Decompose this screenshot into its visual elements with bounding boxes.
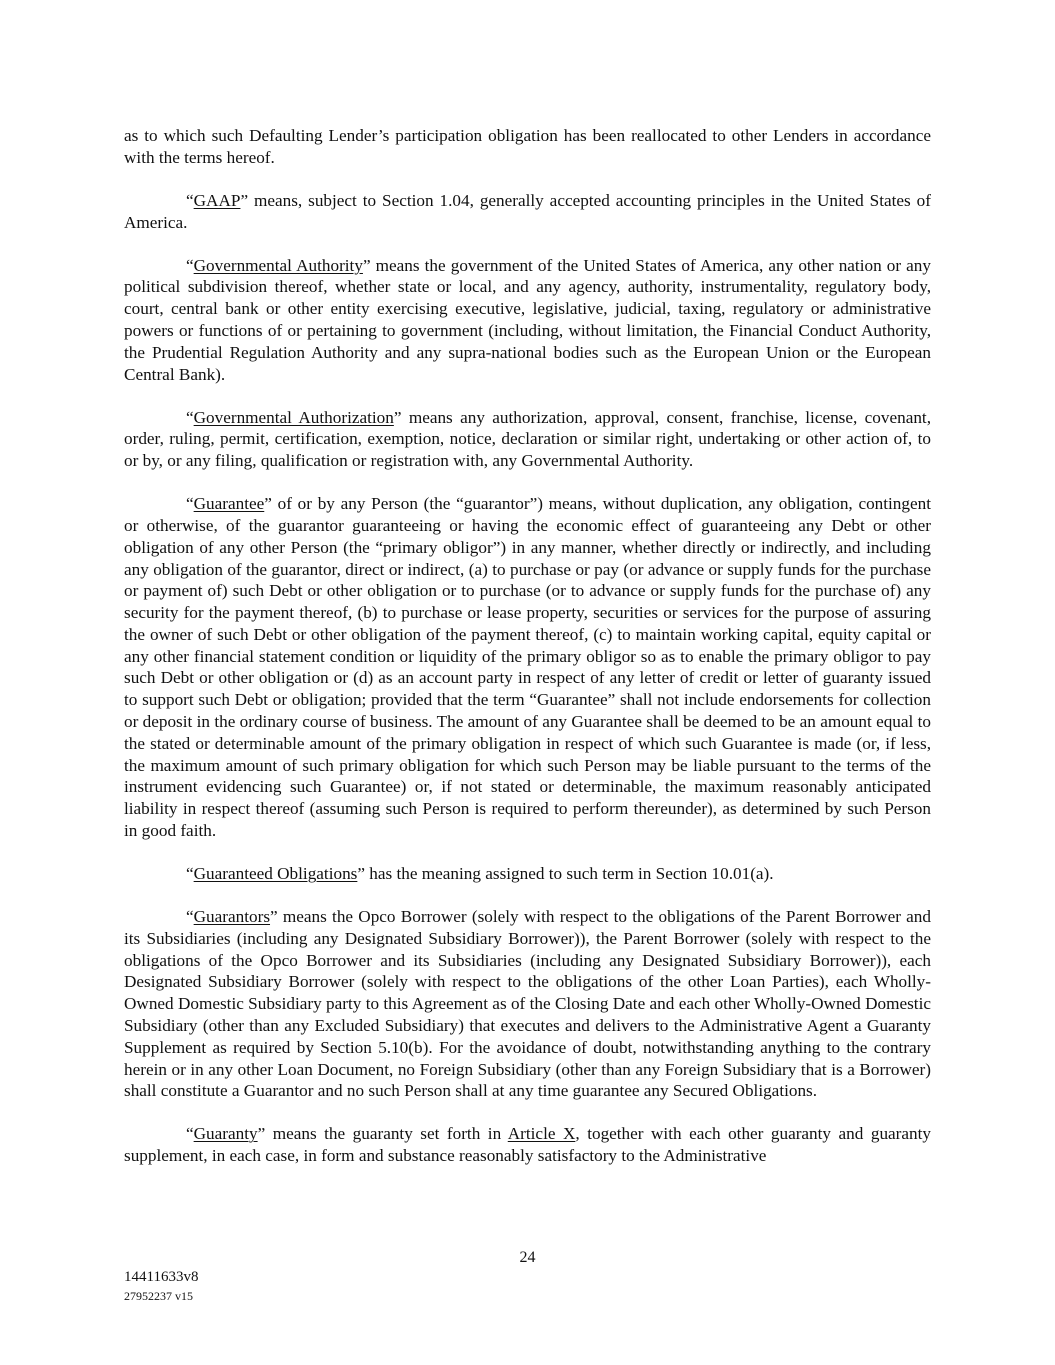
open-quote: “ <box>186 864 194 884</box>
defined-term: Guaranteed Obligations <box>193 864 358 884</box>
page-body <box>124 125 931 1188</box>
definition-guarantee <box>124 493 931 842</box>
definition-governmental-authorization <box>124 407 931 472</box>
definition-guarantors <box>124 906 931 1102</box>
definition-text-continued: , together with each other guaranty and guaranty supplement, in each case, in form and substance reasonably satisfactory to the Administrative <box>124 1124 931 1166</box>
defined-term: Guarantors <box>193 907 271 927</box>
definition-guaranteed-obligations <box>124 863 931 885</box>
paragraph-text: as to which such Defaulting Lender’s participation obligation has been reallocated to other Lenders in accordance with the terms hereof. <box>124 126 931 167</box>
defined-term: Guarantee <box>193 494 265 514</box>
definition-text: ” means the government of the United States of America, any other nation or any political subdivision thereof, whether state or local, and any agency, authority, instrumentality, regulatory body, court, central bank or other entity exercising executive, legislative, judicial, taxing, regulatory or administrative powers or functions of or pertaining to government (including, without limitation, the Financial Conduct Authority, the Prudential Regulation Authority and any supra-national bodies such as the European Union or the European Central Bank). <box>124 255 931 384</box>
open-quote: “ <box>186 494 194 514</box>
definition-text: ” means any authorization, approval, consent, franchise, license, covenant, order, ruling, permit, certification, exemption, notice, declaration or similar right, undertaking or other action of, to or by, or any filing, qualification or registration with, any Governmental Authority. <box>124 407 931 471</box>
definition-text: ” means the guaranty set forth in <box>257 1124 508 1144</box>
open-quote: “ <box>186 907 194 927</box>
defined-term: Governmental Authority <box>193 255 363 275</box>
definition-text: ” means the Opco Borrower (solely with respect to the obligations of the Parent Borrower and its Subsidiaries (including any Designated Subsidiary Borrower)), the Parent Borrower (solely with respect to the obligations of the Opco Borrower and its Subsidiaries (including any Designated Subsidiary Borrower)), each Designated Subsidiary Borrower (solely with respect to the obligations of the other Loan Parties), each Wholly-Owned Domestic Subsidiary party to this Agreement as of the Closing Date and each other Wholly-Owned Domestic Subsidiary (other than any Excluded Subsidiary) that executes and delivers to the Administrative Agent a Guaranty Supplement as required by Section 5.10(b). For the avoidance of doubt, notwithstanding anything to the contrary herein or in any other Loan Document, no Foreign Subsidiary (other than any Foreign Subsidiary that is a Borrower) shall constitute a Guarantor and no such Person shall at any time guarantee any Secured Obligations. <box>124 907 931 1101</box>
document-id-primary: 14411633v8 <box>124 1269 199 1285</box>
definition-guaranty <box>124 1123 931 1167</box>
definition-text: ” means, subject to Section 1.04, generally accepted accounting principles in the United States of America. <box>124 190 931 232</box>
open-quote: “ <box>186 190 194 210</box>
definition-gaap <box>124 190 931 234</box>
article-reference: Article X <box>507 1124 576 1144</box>
defined-term: GAAP <box>193 190 241 210</box>
page-number: 24 <box>519 1249 536 1266</box>
definition-text: ” of or by any Person (the “guarantor”) means, without duplication, any obligation, contingent or otherwise, of the guarantor guaranteeing or having the economic effect of guaranteeing any Debt or other obligation of any other Person (the “primary obligor”) in any manner, whether directly or indirectly, and including any obligation of the guarantor, direct or indirect, (a) to purchase or pay (or advance or supply funds for the purchase or payment of) such Debt or other obligation or to purchase (or to advance or supply funds for the purchase of) any security for the payment thereof, (b) to purchase or lease property, securities or services for the purpose of assuring the owner of such Debt or other obligation of the payment thereof, (c) to maintain working capital, equity capital or any other financial statement condition or liquidity of the primary obligor so as to enable the primary obligor to pay such Debt or other obligation or (d) as an account party in respect of any letter of credit or letter of guaranty issued to support such Debt or obligation; provided that the term “Guarantee” shall not include endorsements for collection or deposit in the ordinary course of business. The amount of any Guarantee shall be deemed to be an amount equal to the stated or determinable amount of the primary obligation in respect of which such Guarantee is made (or, if less, the maximum amount of such primary obligation for which such Person may be liable pursuant to the terms of the instrument evidencing such Guarantee) or, if not stated or determinable, the maximum reasonably anticipated liability in respect thereof (assuming such Person is required to perform thereunder), as determined by such Person in good faith. <box>124 494 931 841</box>
document-id-secondary: 27952237 v15 <box>124 1289 193 1303</box>
open-quote: “ <box>186 255 194 275</box>
continuation-paragraph <box>124 125 931 169</box>
defined-term: Governmental Authorization <box>193 407 394 427</box>
open-quote: “ <box>186 407 194 427</box>
definition-governmental-authority <box>124 255 931 386</box>
defined-term: Guaranty <box>193 1124 258 1144</box>
open-quote: “ <box>186 1124 194 1144</box>
definition-text: ” has the meaning assigned to such term in Section 10.01(a). <box>357 864 774 884</box>
